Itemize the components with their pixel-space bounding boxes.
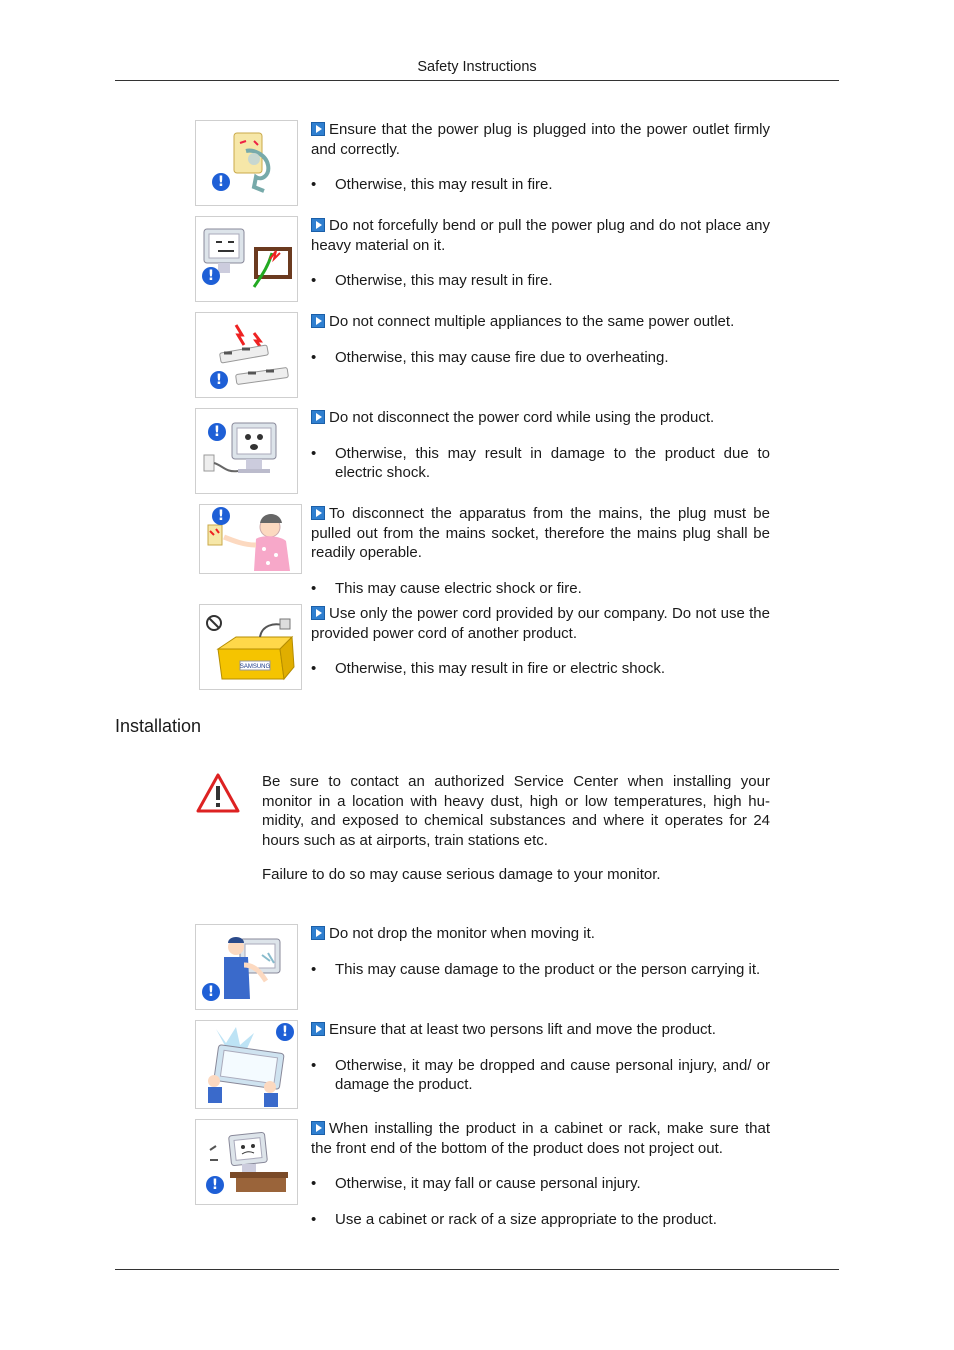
play-triangle-icon — [311, 1121, 325, 1135]
bullet-dot: • — [311, 960, 317, 978]
play-triangle-icon — [311, 506, 325, 520]
caution-exclamation-icon: ! — [202, 267, 220, 285]
plug-outlet-illustration — [195, 120, 298, 206]
carry-monitor-illustration — [195, 924, 298, 1010]
instruction-title: When installing the product in a cabinet or rack, make sure that the front end of the bottom of the product does not project out. — [311, 1120, 770, 1157]
caution-exclamation-icon: ! — [208, 423, 226, 441]
instruction-title: To disconnect the apparatus from the mains, the plug must be pulled out from the mains socket, therefore the mains plug shall be readily operable. — [311, 505, 770, 561]
play-triangle-icon — [311, 314, 325, 328]
instruction-title: Do not disconnect the power cord while using the product. — [329, 409, 715, 426]
bullet-dot: • — [311, 348, 317, 366]
bullet-dot: • — [311, 1210, 317, 1228]
bullet-dot: • — [311, 176, 317, 193]
caution-exclamation-icon: ! — [212, 507, 230, 525]
warning-triangle-icon — [195, 772, 241, 814]
monitor-unplug-illustration — [195, 408, 298, 494]
box-logo-text: SAMSUNG — [239, 664, 271, 670]
section-title: Installation — [115, 716, 202, 736]
two-person-lift-illustration — [195, 1020, 298, 1109]
instruction-bullet: Otherwise, it may be dropped and cause personal injury, and/ or damage the product. — [335, 1056, 770, 1093]
instruction-title: Do not connect multiple appliances to the same power outlet. — [329, 313, 735, 330]
instruction-bullet: Otherwise, this may result in fire or electric shock. — [335, 660, 666, 677]
bullet-dot: • — [311, 1175, 317, 1192]
instruction-bullet: Use a cabinet or rack of a size appropriate to the product. — [335, 1210, 717, 1228]
instruction-title: Do not forcefully bend or pull the power plug and do not place any heavy material on it. — [311, 217, 770, 254]
play-triangle-icon — [311, 410, 325, 424]
monitor-on-cabinet-illustration — [195, 1119, 298, 1205]
instruction-bullet: This may cause electric shock or fire. — [335, 579, 582, 597]
instruction-title: Ensure that at least two persons lift and move the product. — [329, 1021, 716, 1038]
power-strip-illustration — [195, 312, 298, 398]
instruction-bullet: Otherwise, it may fall or cause personal injury. — [335, 1175, 641, 1192]
bullet-dot: • — [311, 1056, 317, 1074]
bullet-dot: • — [311, 272, 317, 289]
caution-exclamation-icon: ! — [212, 173, 230, 191]
woman-unplug-illustration — [199, 504, 302, 574]
warning-paragraph: Failure to do so may cause serious damage to your monitor. — [262, 866, 661, 883]
caution-exclamation-icon: ! — [210, 371, 228, 389]
play-triangle-icon — [311, 606, 325, 620]
page-header-title: Safety Instructions — [417, 59, 537, 75]
instruction-title: Do not drop the monitor when moving it. — [329, 925, 595, 942]
warning-paragraph: Be sure to contact an authorized Service Center when installing your monitor in a location with heavy dust, high or low temperatures, high hu-midity, and exposed to chemical substances and where it operates for 24 hours such as at airports, train stations etc. — [262, 773, 770, 849]
bullet-dot: • — [311, 444, 317, 462]
instruction-bullet: This may cause damage to the product or the person carrying it. — [335, 960, 761, 978]
play-triangle-icon — [311, 122, 325, 136]
bent-cord-illustration — [195, 216, 298, 302]
caution-exclamation-icon: ! — [276, 1023, 294, 1041]
caution-exclamation-icon: ! — [202, 983, 220, 1001]
play-triangle-icon — [311, 926, 325, 940]
play-triangle-icon — [311, 218, 325, 232]
bullet-dot: • — [311, 660, 317, 677]
samsung-box-illustration — [199, 604, 302, 690]
bullet-dot: • — [311, 579, 317, 597]
instruction-bullet: Otherwise, this may result in damage to the product due to electric shock. — [335, 444, 770, 481]
play-triangle-icon — [311, 1022, 325, 1036]
caution-exclamation-icon: ! — [206, 1176, 224, 1194]
instruction-title: Ensure that the power plug is plugged into the power outlet firmly and correctly. — [311, 121, 770, 158]
footer-rule — [115, 1269, 839, 1270]
instruction-bullet: Otherwise, this may result in fire. — [335, 176, 553, 193]
instruction-bullet: Otherwise, this may result in fire. — [335, 272, 553, 289]
instruction-title: Use only the power cord provided by our company. Do not use the provided power cord of another product. — [311, 605, 770, 642]
instruction-bullet: Otherwise, this may cause fire due to overheating. — [335, 348, 669, 366]
header-rule — [115, 80, 839, 81]
